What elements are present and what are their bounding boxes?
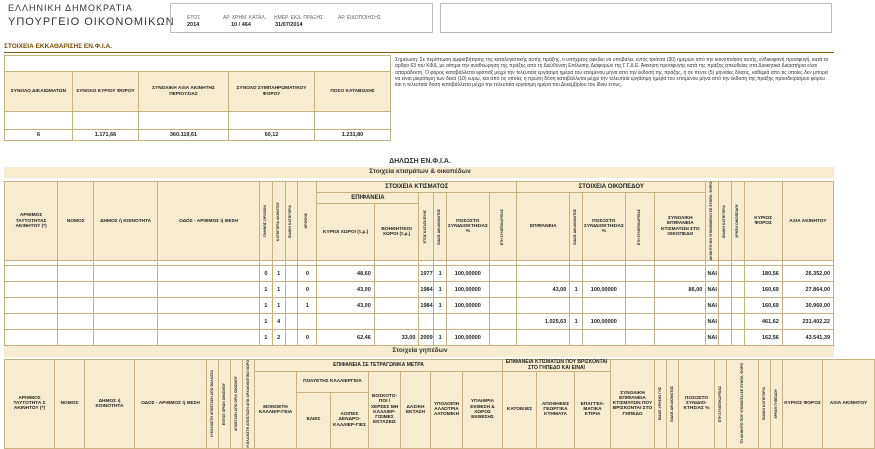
col-payment: ΠΟΣΟ ΚΑΤΑΒΟΛΗΣ xyxy=(315,72,391,112)
h-epifaneia: ΕΠΙΦΑΝΕΙΑ xyxy=(317,193,419,204)
table-row: 1 2 0 62,46 33,00 2009 1 100,00000 ΝΑΙ 162,56 43.541,39 xyxy=(5,330,834,346)
h-eidos: ΕΙΔΟΣ ΔΙΚΑΙΩΜΑΤΟΣ xyxy=(437,208,442,245)
republic-label: ΕΛΛΗΝΙΚΗ ΔΗΜΟΚΡΑΤΙΑ xyxy=(8,3,133,13)
h-dimos: ΔΗΜΟΣ ή ΚΟΙΝΟΤΗΤΑ xyxy=(94,182,158,261)
catalog-label: ΑΡ. ΧΡΗΜ. ΚΑΤΑΛ. xyxy=(223,15,267,21)
p-dimos: ΔΗΜΟΣ ή ΚΟΙΝΟΤΗΤΑ xyxy=(85,360,135,449)
h-pososto: ΠΟΣΟΣΤΟ ΣΥΝΙΔΙΟΚΤΗΣΙΑΣ % xyxy=(447,193,490,261)
h-kat: ΚΑΤΗΓΟΡΙΑ ΑΚΙΝΗΤΟΥ xyxy=(275,201,280,241)
header-blank-box xyxy=(440,3,832,33)
val-main-tax: 1.171,66 xyxy=(73,130,139,141)
h-kyrioi: ΚΥΡΙΟΙ ΧΩΡΟΙ (τ.μ.) xyxy=(317,204,374,261)
issue-date-value: 31/07/2014 xyxy=(275,22,303,28)
header-info-box xyxy=(170,3,433,33)
h-nomos: ΝΟΜΟΣ xyxy=(58,182,94,261)
p-nomos: ΝΟΜΟΣ xyxy=(55,360,85,449)
notice-label: ΑΡ. ΕΙΔΟΠΟΙΗΣΗΣ xyxy=(338,15,381,21)
h-etos: ΕΤΟΣ ΚΑΤΑΣΚΕΥΗΣ xyxy=(423,210,428,244)
col-supp-tax: ΣΥΝΟΛΟ ΣΥΜΠΛΗΡΩΜΑΤΙΚΟΥ ΦΟΡΟΥ xyxy=(229,72,315,112)
h-xrisi: ΧΡΗΣΗ ΟΙΚΟΠΕΔΟΥ xyxy=(734,204,739,239)
h-ktisma: ΣΤΟΙΧΕΙΑ ΚΤΙΣΜΑΤΟΣ xyxy=(317,182,517,193)
table-row: 0 1 0 48,60 1977 1 100,00000 ΝΑΙ 180,56 26.352,00 xyxy=(5,266,834,282)
table-row: 1 4 1.025,63 1 100,00000 ΝΑΙ 461,62 231.402,22 xyxy=(5,314,834,330)
h-eth: ΕΤΗ ΣΥΝΕΠΙΚΑΡΠΙΑΣ xyxy=(499,208,504,245)
declaration-title: ΔΗΛΩΣΗ ΕΝ.Φ.Ι.Α. xyxy=(389,158,451,165)
h-id: ΑΡΙΘΜΟΣ ΤΑΥΤΟΤΗΤΑΣ ΑΚΙΝΗΤΟΥ (*) xyxy=(5,182,58,261)
settlement-title: ΣΤΟΙΧΕΙΑ ΕΚΚΑΘΑΡΙΣΗΣ ΕΝ.Φ.Ι.Α. xyxy=(4,43,112,50)
h-odos: ΟΔΟΣ - ΑΡΙΘΜΟΣ ή ΘΕΣΗ xyxy=(158,182,260,261)
issue-date-label: ΗΜΕΡ. ΕΚΔ. ΠΡΑΞΗΣ xyxy=(274,15,324,21)
p-ktismata: ΕΠΙΦΑΝΕΙΑ ΚΤΙΣΜΑΤΩΝ ΠΟΥ ΒΡΙΣΚΟΝΤΑΙ ΣΤΟ ΓΗΠΕΔΟ ΚΑΙ ΕΙΝΑΙ xyxy=(503,360,611,372)
h-eidos2: ΕΙΔΟΣ ΔΙΚΑΙΩΜΑΤΟΣ xyxy=(573,208,578,245)
buildings-table xyxy=(4,181,834,346)
p-id: ΑΡΙΘΜΟΣ ΤΑΥΤΟΤΗΤΑ Σ ΑΚΙΝΗΤΟΥ (*) xyxy=(5,360,55,449)
p-synoliki: ΣΥΝΟΛΙΚΗ ΕΠΙΦΑΝΕΙΑ ΚΤΙΣΜΑΤΩΝ ΠΟΥ ΒΡΙΣΚΟΝΤΑΙ ΣΤΟ ΓΗΠΕΔΟ xyxy=(611,360,655,449)
h-voith: ΒΟΗΘΗΤΙΚΟΙ ΧΩΡΟΙ (τ.μ.) xyxy=(374,204,419,261)
year-label: ΕΤΟΣ xyxy=(187,15,201,21)
plots-table: ΑΡΙΘΜΟΣ ΤΑΥΤΟΤΗΤΑ Σ ΑΚΙΝΗΤΟΥ (*) ΝΟΜΟΣ ΔΗΜΟΣ ή ΚΟΙΝΟΤΗΤΑ ΟΔΟΣ - ΑΡΙΘΜΟΣ ή ΘΕΣΗ Η ΕΛΑΧΙΣΤΗ ΑΠΟΣΤΑΣΗ ΑΠΟ ΘΑΛΑΣΣΑ ΕΝΤΟΣ ΟΡΙΩΝ ΟΙΚΙΣΜΟΥ ΑΠΟΣΤΑΣΗ ΑΠΟ ΟΡΙΑ ΟΙΚΙΣΜΟΥ Η ΕΛΑΧΙΣΤΗ ΑΠΟΣΤΑΣΗ ΑΠΟ ΑΡΧΑΙΟΛΟΓΙΚΟ ΧΩΡΟ ΕΠΙΦΑΝΕΙΑ ΣΕ ΤΕΤΡΑΓΩΝΙΚΑ ΜΕΤΡΑ ΕΠΙΦΑΝΕΙΑ ΚΤΙΣΜΑΤΩΝ ΠΟΥ ΒΡΙΣΚΟΝΤΑΙ ΣΤΟ ΓΗΠΕΔΟ ΚΑΙ ΕΙΝΑΙ ΣΥΝΟΛΙΚΗ ΕΠΙΦΑΝΕΙΑ ΚΤΙΣΜΑΤΩΝ ΠΟΥ ΒΡΙΣΚΟΝΤΑΙ ΣΤΟ ΓΗΠΕΔΟ ΕΙΔΟΣ ΧΡΗΣΗΣ ΓΗΣ ΕΙΔΟΣ ΔΙΚΑΙΩΜΑΤΟΣ ΠΟΣΟΣΤΟ ΣΥΝΙΔΙΟ-ΚΤΗΣΙΑΣ % ΕΤΗ ΣΥΝΕΠΙΚΑΡΠΙΑΣ ΤΟ ΑΚΙΝΗΤΟ ΠΟΥ ΥΠΟΚΕΙΤΑΙ ΣΕ ΣΥΜΠΛ. ΦΟΡΟ ΕΙΔΙΚΗ ΚΑΤΗΓΟΡΙΑ ΧΡΗΣΗ ΓΗΠΕΔΟΥ ΚΥΡΙΟΣ ΦΟΡΟΣ ΑΞΙΑ ΑΚΙΝΗΤΟΥ ΜΟΝΟΕΤΗ ΚΑΛΛΙΕΡ-ΓΕΙΑ ΠΟΛΥΕΤΗΣ ΚΑΛΛΙΕΡΓΕΙΑ ΒΟΣΚΟΤΟ-ΠΟΙ / ΧΕΡΣΕΣ ΜΗ ΚΑΛΛΙΕΡ-ΓΙΣΙΜΕΣ ΕΚΤΑΣΕΙΣ ΔΑΣΙΚΗ ΕΚΤΑΣΗ ΥΠΟΛΟΙΠΗ ΑΛΛΟΤΡΙΑ ΛΑΤΟΜΙΚΗ ΥΠΑΙΘΡΙΑ ΕΚΘΕΣΗ & ΧΩΡΟΣ ΕΚΘΕΣΗΣ ΚΑΤΟΙΚΙΕΣ ΑΠΟΘΗΚΕΣ ΓΕΩΡΓΙΚΑ ΚΤΗΜΑΤΑ ΕΠΑΓΓΕΛ-ΜΑΤΙΚΑ ΚΤΙΡΙΑ ΕΛΙΕΣ ΛΟΙΠΕΣ ΔΕΝΔΡΟ-ΚΑΛΛΙΕΡ-ΓΙΕΣ xyxy=(4,359,875,449)
h-kyrios: ΚΥΡΙΟΣ ΦΟΡΟΣ xyxy=(744,182,782,261)
p-kyrios: ΚΥΡΙΟΣ ΦΟΡΟΣ xyxy=(783,360,823,449)
h-axia: ΑΞΙΑ ΑΚΙΝΗΤΟΥ xyxy=(782,182,833,261)
plots-subtitle: Στοιχεία γηπέδων xyxy=(392,347,448,354)
h-orofos: ΟΡΟΦΟΣ xyxy=(304,213,309,229)
h-synol: ΣΥΝΟΛΙΚΗ ΕΠΙΦΑΝΕΙΑ ΚΤΙΣΜΑΤΩΝ ΣΤΟ ΟΙΚΟΠΕΔΟ xyxy=(655,193,706,261)
table-row: 1 1 0 43,00 1984 1 100,00000 43,00 1 100,00000 86,00 ΝΑΙ 160,69 27.864,00 xyxy=(5,282,834,298)
h-pososto2: ΠΟΣΟΣΤΟ ΣΥΝΙΔΙΟΚΤΗΣΙΑΣ % xyxy=(583,193,626,261)
val-supp-tax: 60,12 xyxy=(229,130,315,141)
col-total-value: ΣΥΝΟΛΙΚΗ ΑΞΙΑ ΑΚΙΝΗΤΗΣ ΠΕΡΙΟΥΣΙΑΣ xyxy=(139,72,229,112)
h-oik-epif: ΕΠΙΦΑΝΕΙΑ xyxy=(517,193,570,261)
p-pososto: ΠΟΣΟΣΤΟ ΣΥΝΙΔΙΟ-ΚΤΗΣΙΑΣ % xyxy=(679,360,715,449)
p-epif: ΕΠΙΦΑΝΕΙΑ ΣΕ ΤΕΤΡΑΓΩΝΙΚΑ ΜΕΤΡΑ xyxy=(255,360,503,372)
buildings-subtitle: Στοιχεία κτισμάτων & οικοπέδων xyxy=(369,168,471,175)
col-total-rights: ΣΥΝΟΛΟ ΔΙΚΑΙΩΜΑΤΩΝ xyxy=(5,72,73,112)
legal-note: Σημείωση: Σε περίπτωση αμφισβήτησης της καταλογιστικής αυτής πράξης, ο υπόχρεος οφείλει να υποβάλει, εντός τριάντα (30) ημερών από την κοινοποίηση αυτής, ενδικοφανή προσφυγή, κατά το άρθρο 63 του ΚΦΔ, με αίτημα την αναθεώρηση της πράξης από τη Διεύθυνση Επίλυσης Διαφορών της Γ.Γ.Δ.Ε. Άσκηση προσφυγής κατά της πράξης απευθείας στα Διοικητικά Δικαστήρια είναι απαράδεκτη. Ο φόρος καταβάλλεται εφάπαξ μέχρι την τελευταία εργάσιμη ημέρα του επόμενου μήνα από την έκδοση της πράξης, ή σε πέντε (5) μηνιαίες δόσεις, καθεμιά από τις οποίες δεν μπορεί να είναι μικρότερη των δέκα (10) ευρώ, και από τις οποίες η πρώτη δόση καταβάλλεται μέχρι την τελευταία εργάσιμη ημέρα του επόμενου μήνα από την έκδοση της πράξης προσδιορισμού φόρου και η τελευταία δόση καταβάλλεται μέχρι την τελευταία εργάσιμη ημέρα του Δεκεμβρίου του ίδιου έτους. xyxy=(395,57,829,88)
ministry-label: ΥΠΟΥΡΓΕΙΟ ΟΙΚΟΝΟΜΙΚΩΝ xyxy=(8,16,175,28)
h-idiok: ΕΙΔΙΚΗ ΚΑΤΗΓΟΡΙΑ xyxy=(288,204,293,238)
settlement-table xyxy=(4,55,391,141)
table-row: 1 1 1 43,00 1984 1 100,00000 ΝΑΙ 160,69 30.960,00 xyxy=(5,298,834,314)
p-axia: ΑΞΙΑ ΑΚΙΝΗΤΟΥ xyxy=(823,360,875,449)
h-eidik: ΕΙΔΙΚΗ ΚΑΤΗΓΟΡΙΑ xyxy=(722,204,727,238)
val-total-value: 360.119,61 xyxy=(139,130,229,141)
h-oikopedo: ΣΤΟΙΧΕΙΑ ΟΙΚΟΠΕΔΟΥ xyxy=(517,182,706,193)
col-main-tax: ΣΥΝΟΛΟ ΚΥΡΙΟΥ ΦΟΡΟΥ xyxy=(73,72,139,112)
catalog-value: 10 / 464 xyxy=(231,22,251,28)
val-payment: 1.231,80 xyxy=(315,130,391,141)
val-total-rights: 6 xyxy=(5,130,73,141)
h-mh: ΑΚΙΝΗΤΟ ΜΗ ΥΠΟΚΕΙΜΕΝΟ ΣΕ ΣΥΜΠΛ. ΦΟΡΟ xyxy=(709,182,714,261)
divider-line xyxy=(4,52,834,53)
year-value: 2014 xyxy=(187,22,200,28)
h-plithos: ΠΛΗΘΟΣ ΟΡΟΦΩΝ xyxy=(262,205,267,238)
h-eth2: ΕΤΗ ΣΥΝΕΠΙΚΑΡΠΙΑΣ xyxy=(637,208,641,245)
p-odos: ΟΔΟΣ - ΑΡΙΘΜΟΣ ή ΘΕΣΗ xyxy=(135,360,207,449)
